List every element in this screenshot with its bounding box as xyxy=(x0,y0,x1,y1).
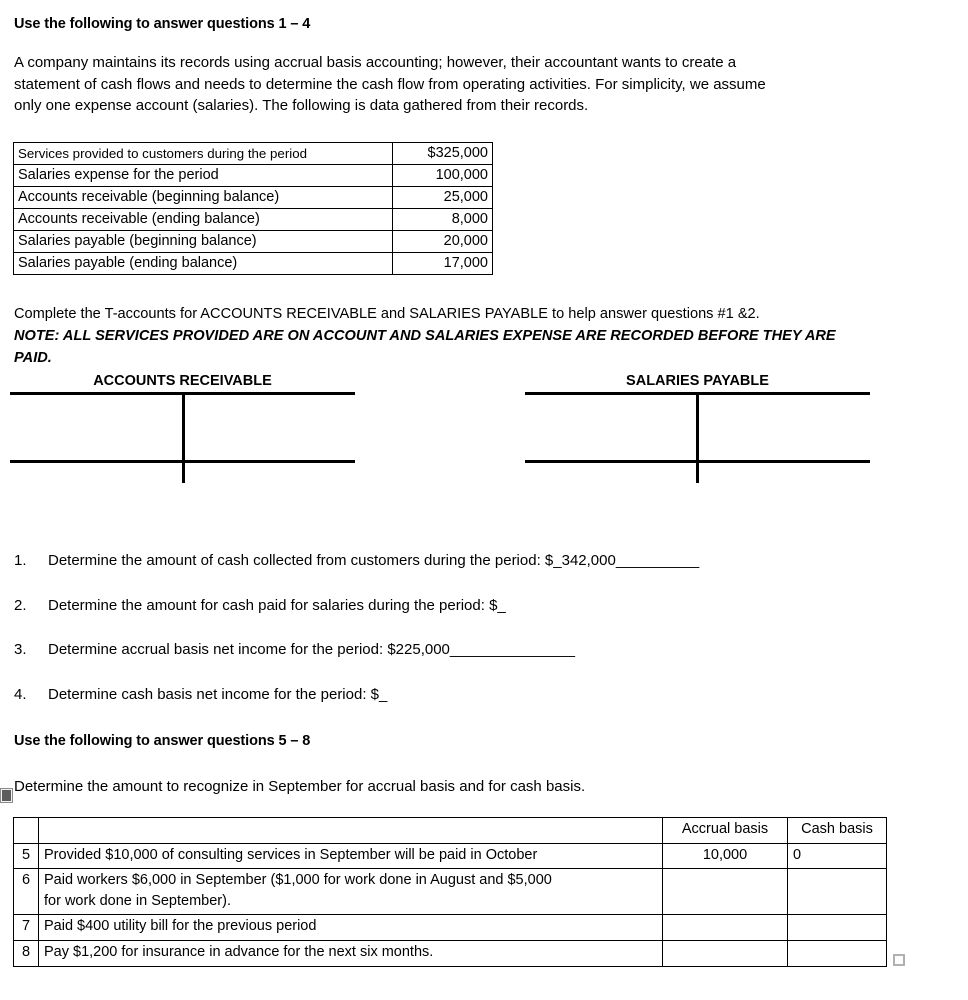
t-account-bottom-rule-salaries-payable xyxy=(525,460,870,463)
row-value: 17,000 xyxy=(393,253,493,275)
accrual-basis-answer[interactable]: 10,000 xyxy=(663,844,788,869)
recognition-answer-table xyxy=(13,817,887,967)
cash-basis-answer[interactable] xyxy=(788,869,887,915)
t-account-title-accounts-receivable: ACCOUNTS RECEIVABLE xyxy=(93,373,272,389)
question-number: 4. xyxy=(14,686,27,703)
row-value: 100,000 xyxy=(393,165,493,187)
row-label: Salaries expense for the period xyxy=(14,165,393,187)
paragraph-line: Determine the amount to recognize in September for accrual basis and for cash basis. xyxy=(14,778,586,795)
row-label: Accounts receivable (ending balance) xyxy=(14,209,393,231)
table-row xyxy=(14,253,493,275)
description-line: for work done in September). xyxy=(44,893,231,909)
description-line: Pay $1,200 for insurance in advance for the next six months. xyxy=(44,944,434,960)
row-label: Salaries payable (ending balance) xyxy=(14,253,393,275)
row-value: 20,000 xyxy=(393,231,493,253)
four-arrow-glyph xyxy=(2,790,11,801)
section2-paragraph xyxy=(14,776,585,798)
row-label: Salaries payable (beginning balance) xyxy=(14,231,393,253)
table-move-handle-icon[interactable] xyxy=(0,788,13,803)
accrual-basis-answer[interactable] xyxy=(663,869,788,915)
row-description xyxy=(39,869,663,915)
t-account-instructions xyxy=(14,303,914,369)
records-data-table xyxy=(13,142,493,275)
table-row xyxy=(14,941,887,967)
header-number xyxy=(14,818,39,844)
table-row xyxy=(14,915,887,941)
row-description xyxy=(39,941,663,967)
question-text: Determine the amount for cash paid for salaries during the period: $_ xyxy=(48,597,506,614)
section1-heading: Use the following to answer questions 1 – 4 xyxy=(14,16,311,32)
table-row xyxy=(14,231,493,253)
row-label: Services provided to customers during the period xyxy=(14,143,393,165)
row-number: 6 xyxy=(14,869,39,915)
row-value: 8,000 xyxy=(393,209,493,231)
table-row xyxy=(14,165,493,187)
instruction-note-line1: NOTE: ALL SERVICES PROVIDED ARE ON ACCOUNT AND SALARIES EXPENSE ARE RECORDED BEFORE THEY ARE xyxy=(14,328,836,344)
row-description xyxy=(39,915,663,941)
cash-basis-answer[interactable] xyxy=(788,941,887,967)
row-description xyxy=(39,844,663,869)
description-line: Provided $10,000 of consulting services in September will be paid in October xyxy=(44,847,538,863)
section2-heading: Use the following to answer questions 5 – 8 xyxy=(14,733,311,749)
t-account-bottom-rule-accounts-receivable xyxy=(10,460,355,463)
question-text: Determine accrual basis net income for the period: $225,000_______________ xyxy=(48,641,576,658)
question-text: Determine cash basis net income for the period: $_ xyxy=(48,686,388,703)
table-row xyxy=(14,187,493,209)
description-line: Paid $400 utility bill for the previous period xyxy=(44,918,317,934)
question-number: 2. xyxy=(14,597,27,614)
table-row xyxy=(14,143,493,165)
paragraph-line: only one expense account (salaries). The following is data gathered from their records. xyxy=(14,97,589,114)
row-value: 25,000 xyxy=(393,187,493,209)
row-label: Accounts receivable (beginning balance) xyxy=(14,187,393,209)
header-accrual-basis: Accrual basis xyxy=(663,818,788,844)
row-number: 8 xyxy=(14,941,39,967)
section1-paragraph xyxy=(14,52,766,117)
instruction-note-line2: PAID. xyxy=(14,350,52,366)
paragraph-line: A company maintains its records using accrual basis accounting; however, their accountant wants to create a xyxy=(14,54,737,71)
t-account-divider-salaries-payable xyxy=(696,392,699,483)
header-cash-basis: Cash basis xyxy=(788,818,887,844)
table-header-row xyxy=(14,818,887,844)
row-number: 5 xyxy=(14,844,39,869)
table-row xyxy=(14,869,887,915)
table-row xyxy=(14,844,887,869)
question-number: 1. xyxy=(14,552,27,569)
row-value: $325,000 xyxy=(393,143,493,165)
header-description xyxy=(39,818,663,844)
cash-basis-answer[interactable]: 0 xyxy=(788,844,887,869)
table-resize-handle-icon[interactable] xyxy=(893,954,905,966)
description-line: Paid workers $6,000 in September ($1,000 for work done in August and $5,000 xyxy=(44,872,552,888)
paragraph-line: statement of cash flows and needs to determine the cash flow from operating activities. For simplicity, we assume xyxy=(14,75,766,93)
question-text: Determine the amount of cash collected from customers during the period: $_342,000__________ xyxy=(48,552,700,569)
question-number: 3. xyxy=(14,641,27,658)
accrual-basis-answer[interactable] xyxy=(663,941,788,967)
table-row xyxy=(14,209,493,231)
accrual-basis-answer[interactable] xyxy=(663,915,788,941)
instruction-line: Complete the T-accounts for ACCOUNTS RECEIVABLE and SALARIES PAYABLE to help answer questions #1 &2. xyxy=(14,306,760,322)
t-account-title-salaries-payable: SALARIES PAYABLE xyxy=(626,373,769,389)
t-account-divider-accounts-receivable xyxy=(182,392,185,483)
cash-basis-answer[interactable] xyxy=(788,915,887,941)
row-number: 7 xyxy=(14,915,39,941)
